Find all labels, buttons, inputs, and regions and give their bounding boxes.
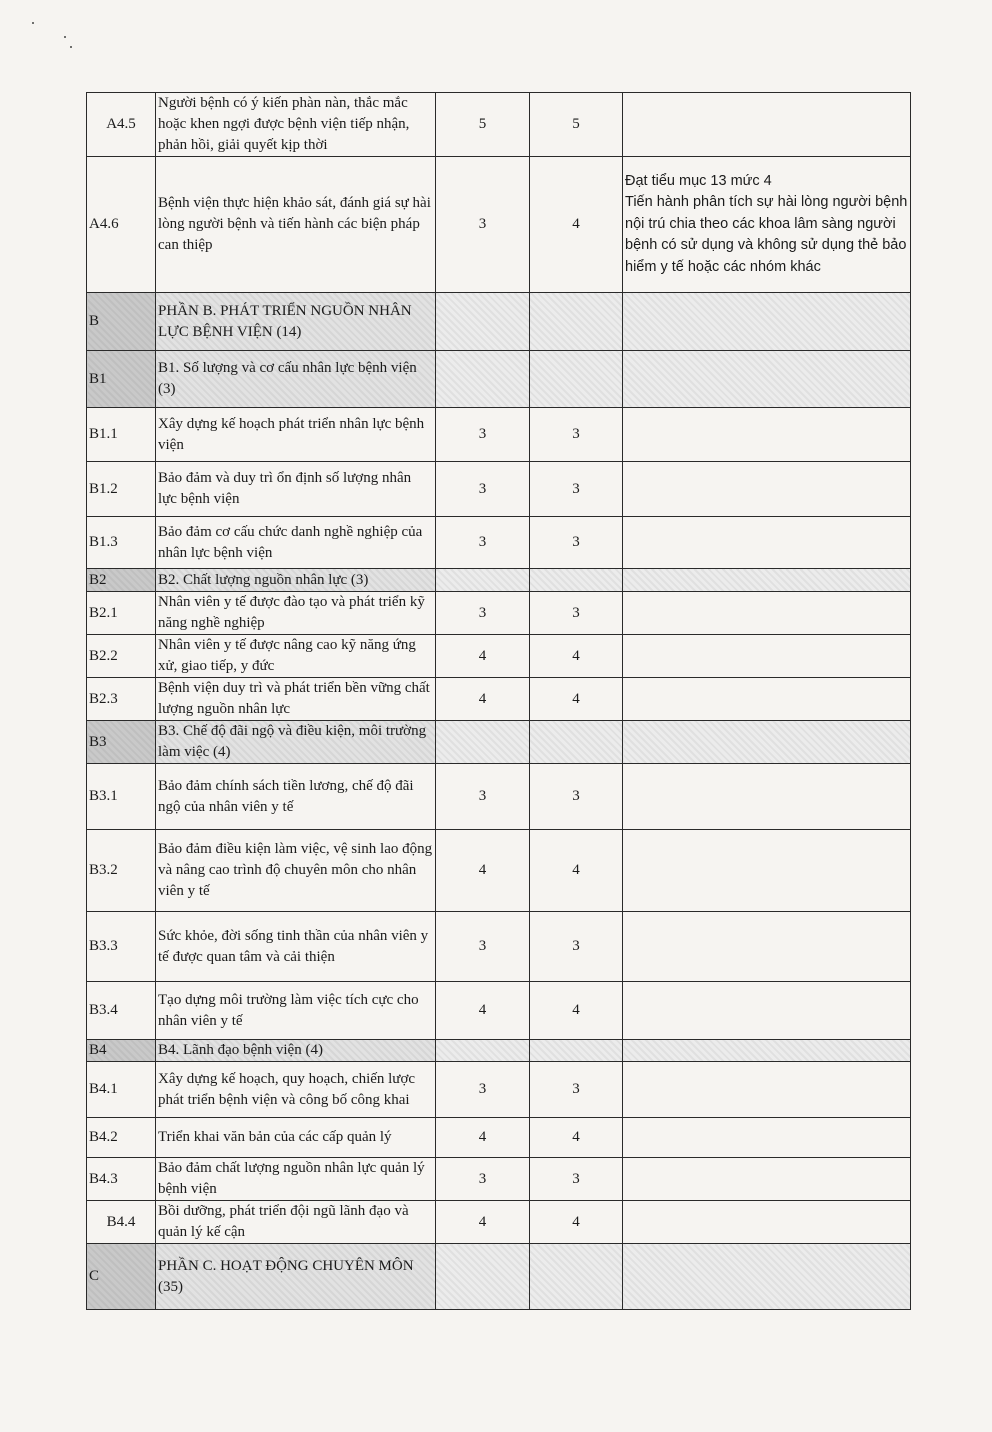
note-cell [623,93,911,157]
criterion-code: A4.5 [87,93,156,157]
criterion-code: B3.4 [87,982,156,1040]
score-cell-1 [436,721,530,764]
assessment-table [86,92,911,1310]
note-cell [623,721,911,764]
criterion-title: Sức khỏe, đời sống tinh thần của nhân viên y tế được quan tâm và cải thiện [156,912,436,982]
criterion-row [87,912,911,982]
criterion-title: Xây dựng kế hoạch, quy hoạch, chiến lược phát triển bệnh viện và công bố công khai [156,1062,436,1118]
criterion-code: B3.3 [87,912,156,982]
section-row [87,293,911,351]
score-cell-2: 3 [530,517,623,569]
score-cell-2: 3 [530,912,623,982]
score-cell-2: 3 [530,592,623,635]
note-cell [623,1118,911,1158]
criterion-code: B4.2 [87,1118,156,1158]
criterion-code: B3.2 [87,830,156,912]
score-cell-2: 3 [530,764,623,830]
criterion-code: B4.4 [87,1201,156,1244]
note-cell [623,157,911,293]
criterion-title: Tạo dựng môi trường làm việc tích cực cho nhân viên y tế [156,982,436,1040]
score-cell-1: 5 [436,93,530,157]
note-line: Đạt tiểu mục 13 mức 4 [625,172,772,189]
note-cell [623,982,911,1040]
table-body [87,93,911,1310]
criterion-code: B1.3 [87,517,156,569]
score-cell-1: 3 [436,912,530,982]
criterion-title: Nhân viên y tế được nâng cao kỹ năng ứng xử, giao tiếp, y đức [156,635,436,678]
section-title: PHẦN B. PHÁT TRIỂN NGUỒN NHÂN LỰC BỆNH VIỆN (14) [156,293,436,351]
score-cell-1: 3 [436,408,530,462]
criterion-row [87,1158,911,1201]
criterion-code: B2.2 [87,635,156,678]
section-row [87,351,911,408]
note-cell [623,830,911,912]
section-row [87,1244,911,1310]
score-cell-1: 4 [436,982,530,1040]
score-cell-1: 3 [436,157,530,293]
criterion-row [87,1062,911,1118]
criterion-row [87,635,911,678]
score-cell-1: 4 [436,1201,530,1244]
section-code: B3 [87,721,156,764]
note-cell [623,408,911,462]
criterion-code: A4.6 [87,157,156,293]
scan-speck [70,46,72,48]
note-cell [623,517,911,569]
score-cell-1: 4 [436,1118,530,1158]
section-code: B2 [87,569,156,592]
score-cell-2: 3 [530,1062,623,1118]
criterion-row [87,157,911,293]
criterion-code: B2.3 [87,678,156,721]
note-cell [623,1040,911,1062]
note-cell [623,569,911,592]
score-cell-2: 3 [530,408,623,462]
score-cell-2: 4 [530,1118,623,1158]
criterion-title: Xây dựng kế hoạch phát triển nhân lực bệnh viện [156,408,436,462]
note-cell [623,1244,911,1310]
section-title: PHẦN C. HOẠT ĐỘNG CHUYÊN MÔN (35) [156,1244,436,1310]
note-cell [623,293,911,351]
criterion-code: B1.1 [87,408,156,462]
section-title: B1. Số lượng và cơ cấu nhân lực bệnh viện (3) [156,351,436,408]
score-cell-1: 3 [436,592,530,635]
score-cell-2 [530,569,623,592]
criterion-row [87,592,911,635]
criterion-row [87,830,911,912]
criterion-code: B1.2 [87,462,156,517]
note-cell [623,462,911,517]
note-cell [623,678,911,721]
note-cell [623,351,911,408]
score-cell-2: 4 [530,830,623,912]
section-row [87,569,911,592]
criterion-row [87,462,911,517]
score-cell-2: 4 [530,982,623,1040]
criterion-title: Bệnh viện duy trì và phát triển bền vững chất lượng nguồn nhân lực [156,678,436,721]
score-cell-1: 4 [436,678,530,721]
criterion-code: B2.1 [87,592,156,635]
section-title: B3. Chế độ đãi ngộ và điều kiện, môi trường làm việc (4) [156,721,436,764]
score-cell-1: 3 [436,517,530,569]
criterion-title: Nhân viên y tế được đào tạo và phát triển kỹ năng nghề nghiệp [156,592,436,635]
score-cell-2: 3 [530,462,623,517]
section-row [87,721,911,764]
note-cell [623,764,911,830]
score-cell-2: 4 [530,157,623,293]
score-cell-2 [530,1244,623,1310]
section-code: B [87,293,156,351]
criterion-row [87,982,911,1040]
score-cell-1 [436,1244,530,1310]
score-cell-2: 5 [530,93,623,157]
criterion-title: Bảo đảm chính sách tiền lương, chế độ đãi ngộ của nhân viên y tế [156,764,436,830]
score-cell-2 [530,721,623,764]
score-cell-2 [530,293,623,351]
section-title: B2. Chất lượng nguồn nhân lực (3) [156,569,436,592]
note-cell [623,635,911,678]
section-code: C [87,1244,156,1310]
criterion-code: B4.3 [87,1158,156,1201]
note-line: Tiến hành phân tích sự hài lòng người bệnh nội trú chia theo các khoa lâm sàng người bệnh có sử dụng và không sử dụng thẻ bảo hiểm y tế hoặc các nhóm khác [625,194,908,275]
criterion-row [87,517,911,569]
note-cell [623,912,911,982]
section-code: B1 [87,351,156,408]
criterion-title: Bảo đảm và duy trì ổn định số lượng nhân lực bệnh viện [156,462,436,517]
criterion-title: Bảo đảm cơ cấu chức danh nghề nghiệp của nhân lực bệnh viện [156,517,436,569]
criterion-row [87,1201,911,1244]
criterion-row [87,678,911,721]
score-cell-1: 3 [436,1158,530,1201]
score-cell-1: 3 [436,764,530,830]
score-cell-1: 3 [436,462,530,517]
criterion-title: Bảo đảm điều kiện làm việc, vệ sinh lao động và nâng cao trình độ chuyên môn cho nhân viên y tế [156,830,436,912]
scan-speck [64,36,66,38]
criterion-title: Triển khai văn bản của các cấp quản lý [156,1118,436,1158]
note-cell [623,1062,911,1118]
criterion-row [87,408,911,462]
score-cell-2: 4 [530,635,623,678]
section-title: B4. Lãnh đạo bệnh viện (4) [156,1040,436,1062]
criterion-row [87,93,911,157]
criterion-title: Bồi dưỡng, phát triển đội ngũ lãnh đạo và quản lý kế cận [156,1201,436,1244]
score-cell-2: 3 [530,1158,623,1201]
note-cell [623,1201,911,1244]
score-cell-1 [436,1040,530,1062]
criterion-code: B4.1 [87,1062,156,1118]
criterion-code: B3.1 [87,764,156,830]
score-cell-2 [530,351,623,408]
score-cell-1: 4 [436,635,530,678]
scan-speck [32,22,34,24]
section-row [87,1040,911,1062]
score-cell-1 [436,569,530,592]
note-cell [623,1158,911,1201]
criterion-row [87,764,911,830]
score-cell-2 [530,1040,623,1062]
note-cell [623,592,911,635]
score-cell-1 [436,351,530,408]
criterion-title: Bệnh viện thực hiện khảo sát, đánh giá sự hài lòng người bệnh và tiến hành các biện pháp can thiệp [156,157,436,293]
section-code: B4 [87,1040,156,1062]
criterion-title: Bảo đảm chất lượng nguồn nhân lực quản lý bệnh viện [156,1158,436,1201]
score-cell-1: 3 [436,1062,530,1118]
score-cell-2: 4 [530,678,623,721]
score-cell-2: 4 [530,1201,623,1244]
criterion-row [87,1118,911,1158]
score-cell-1 [436,293,530,351]
score-cell-1: 4 [436,830,530,912]
criterion-title: Người bệnh có ý kiến phàn nàn, thắc mắc hoặc khen ngợi được bệnh viện tiếp nhận, phản hồi, giải quyết kịp thời [156,93,436,157]
